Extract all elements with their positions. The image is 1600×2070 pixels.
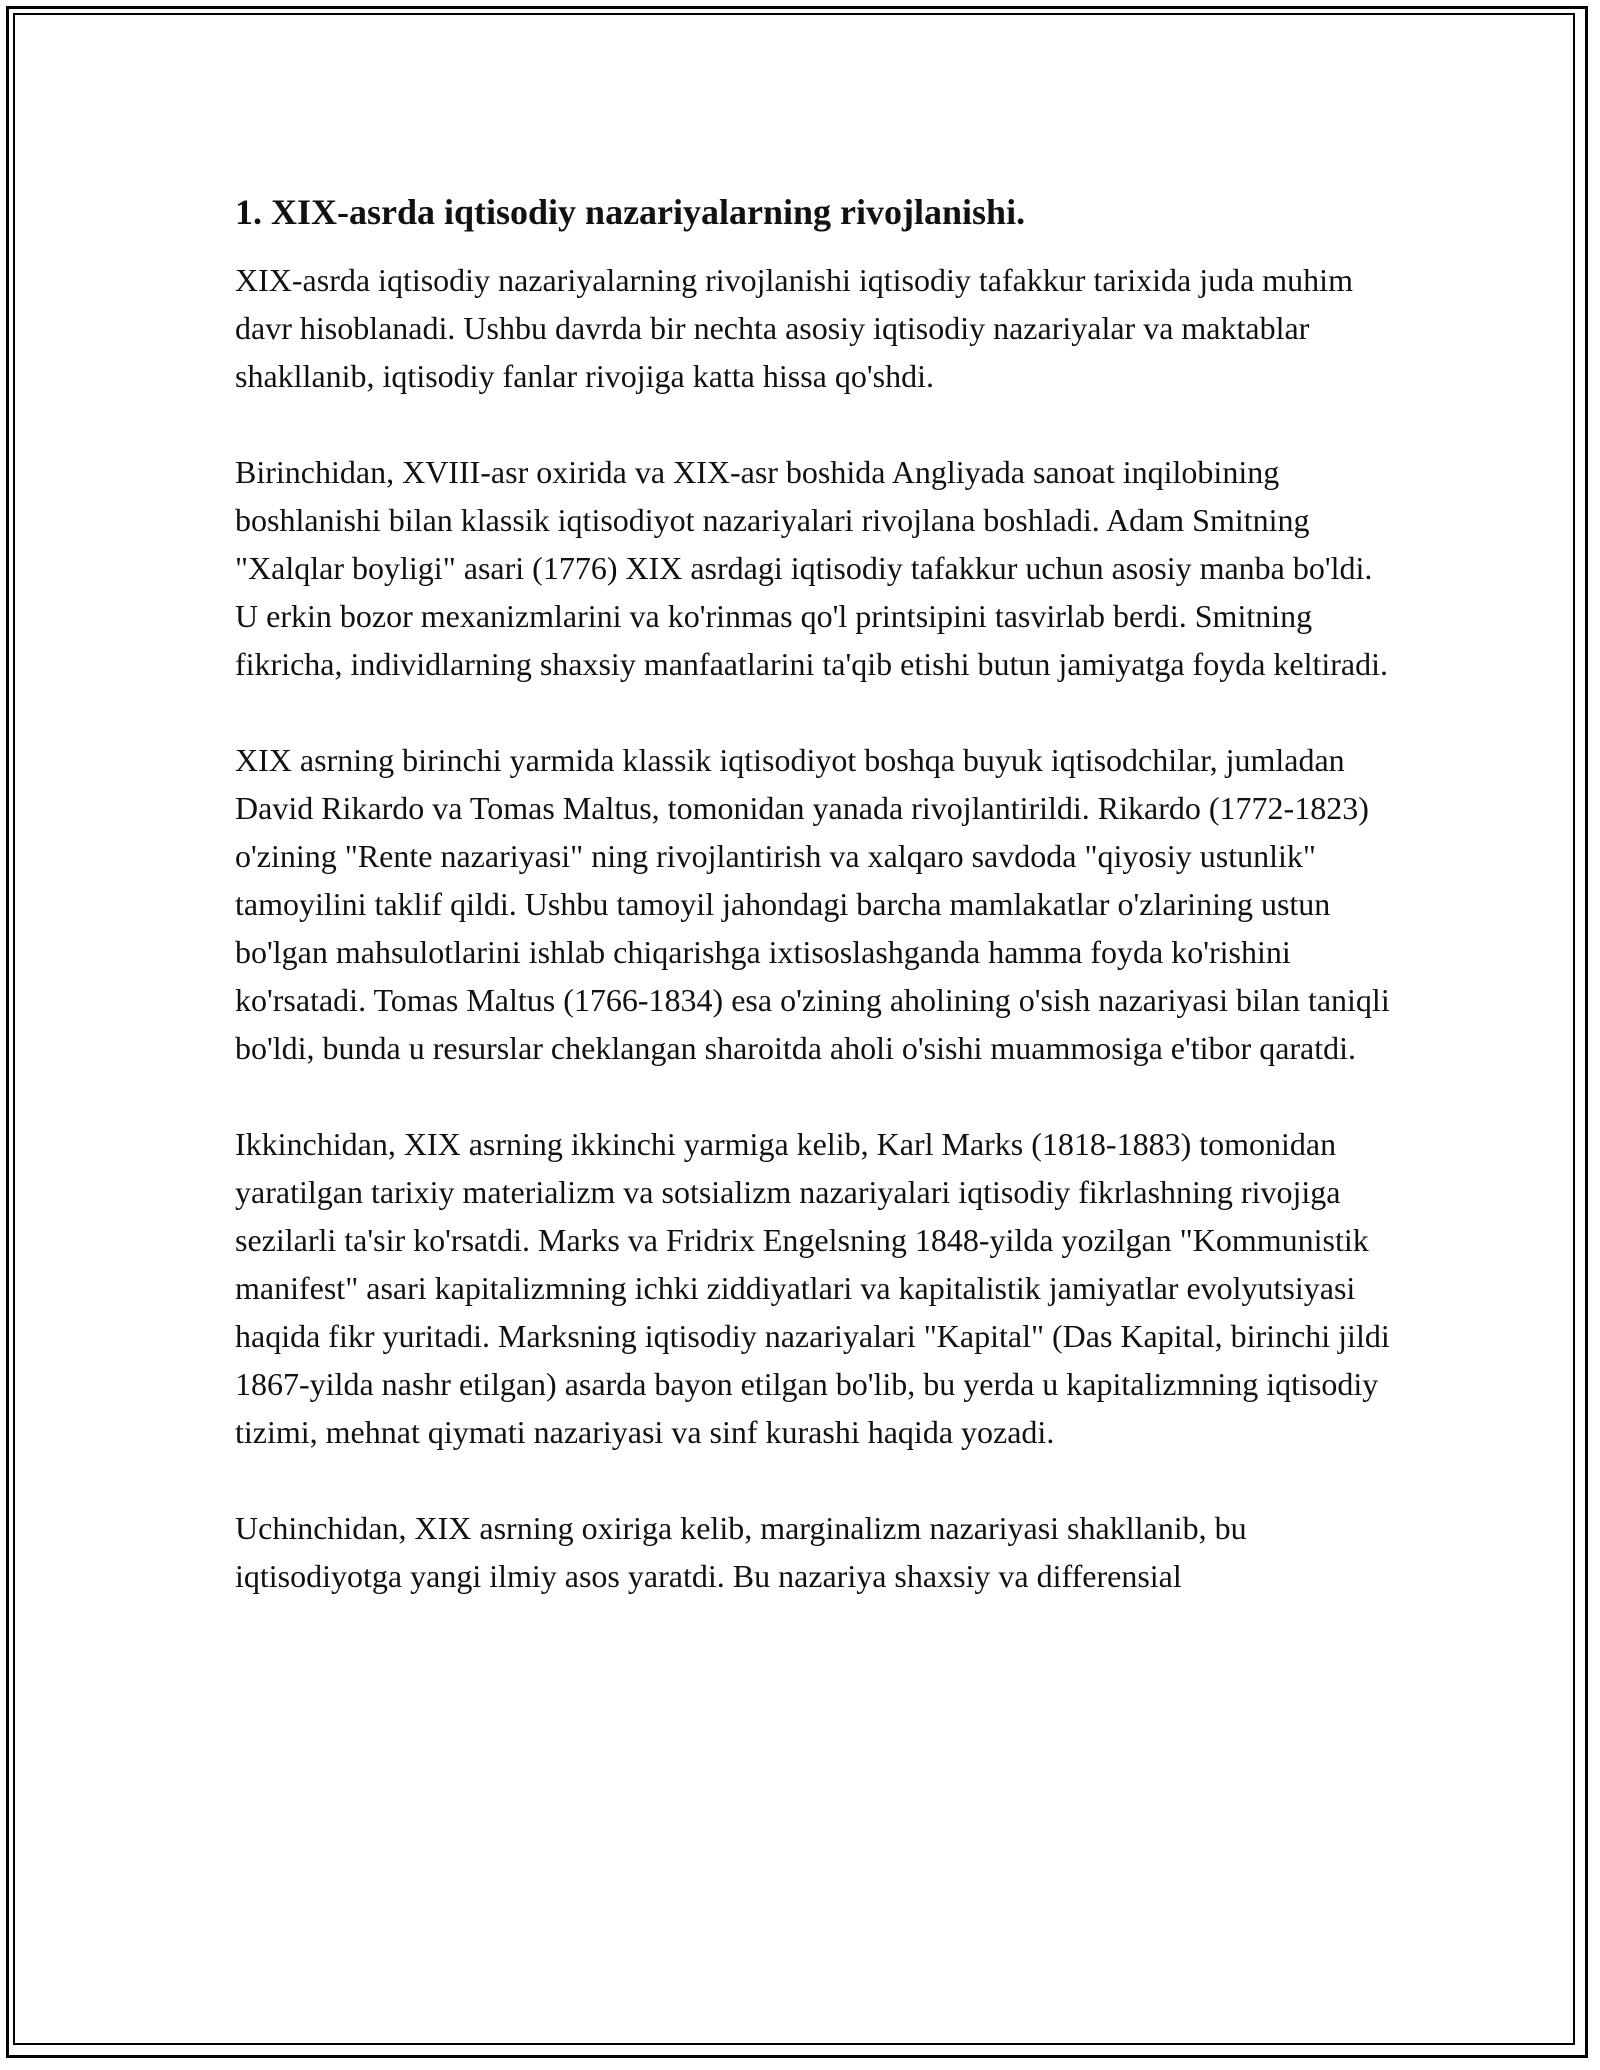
paragraph-intro: XIX-asrda iqtisodiy nazariyalarning rivojlanishi iqtisodiy tafakkur tarixida juda muhim davr hisoblanadi. Ushbu davrda bir nechta asosiy iqtisodiy nazariyalar va maktablar shakllanib, iqtisodiy fanlar rivojiga katta hissa qo'shdi. [235, 262, 1353, 394]
paragraph-classical-economics: Birinchidan, XVIII-asr oxirida va XIX-asr boshida Angliyada sanoat inqilobining boshlanishi bilan klassik iqtisodiyot nazariyalari rivojlana boshladi. Adam Smitning "Xalqlar boyligi" asari (1776) XIX asrdagi iqtisodiy tafakkur uchun asosiy manba bo'ldi. U erkin bozor mexanizmlarini va ko'rinmas qo'l printsipini tasvirlab berdi. Smitning fikricha, individlarning shaxsiy manfaatlarini ta'qib etishi butun jamiyatga foyda keltiradi. [235, 454, 1389, 682]
paragraph-marx: Ikkinchidan, XIX asrning ikkinchi yarmiga kelib, Karl Marks (1818-1883) tomonidan yaratilgan tarixiy materializm va sotsializm nazariyalari iqtisodiy fikrlashning rivojiga sezilarli ta'sir ko'rsatdi. Marks va Fridrix Engelsning 1848-yilda yozilgan "Kommunistik manifest" asari kapitalizmning ichki ziddiyatlari va kapitalistik jamiyatlar evolyutsiyasi haqida fikr yuritadi. Marksning iqtisodiy nazariyalari "Kapital" (Das Kapital, birinchi jildi 1867-yilda nashr etilgan) asarda bayon etilgan bo'lib, bu yerda u kapitalizmning iqtisodiy tizimi, mehnat qiymati nazariyasi va sinf kurashi haqida yozadi. [235, 1126, 1390, 1450]
section-heading: 1. XIX-asrda iqtisodiy nazariyalarning rivojlanishi. [235, 192, 1026, 232]
paragraph-ricardo-malthus: XIX asrning birinchi yarmida klassik iqtisodiyot boshqa buyuk iqtisodchilar, jumladan David Rikardo va Tomas Maltus, tomonidan yanada rivojlantirildi. Rikardo (1772-1823) o'zining "Rente nazariyasi" ning rivojlantirish va xalqaro savdoda "qiyosiy ustunlik" tamoyilini taklif qildi. Ushbu tamoyil jahondagi barcha mamlakatlar o'zlarining ustun bo'lgan mahsulotlarini ishlab chiqarishga ixtisoslashganda hamma foyda ko'rishini ko'rsatadi. Tomas Maltus (1766-1834) esa o'zining aholining o'sish nazariyasi bilan taniqli bo'ldi, bunda u resurslar cheklangan sharoitda aholi o'sishi muammosiga e'tibor qaratdi. [235, 742, 1390, 1066]
document-body [235, 188, 1395, 1648]
paragraph-marginalism: Uchinchidan, XIX asrning oxiriga kelib, marginalizm nazariyasi shakllanib, bu iqtisodiyotga yangi ilmiy asos yaratdi. Bu nazariya shaxsiy va differensial [235, 1510, 1247, 1594]
